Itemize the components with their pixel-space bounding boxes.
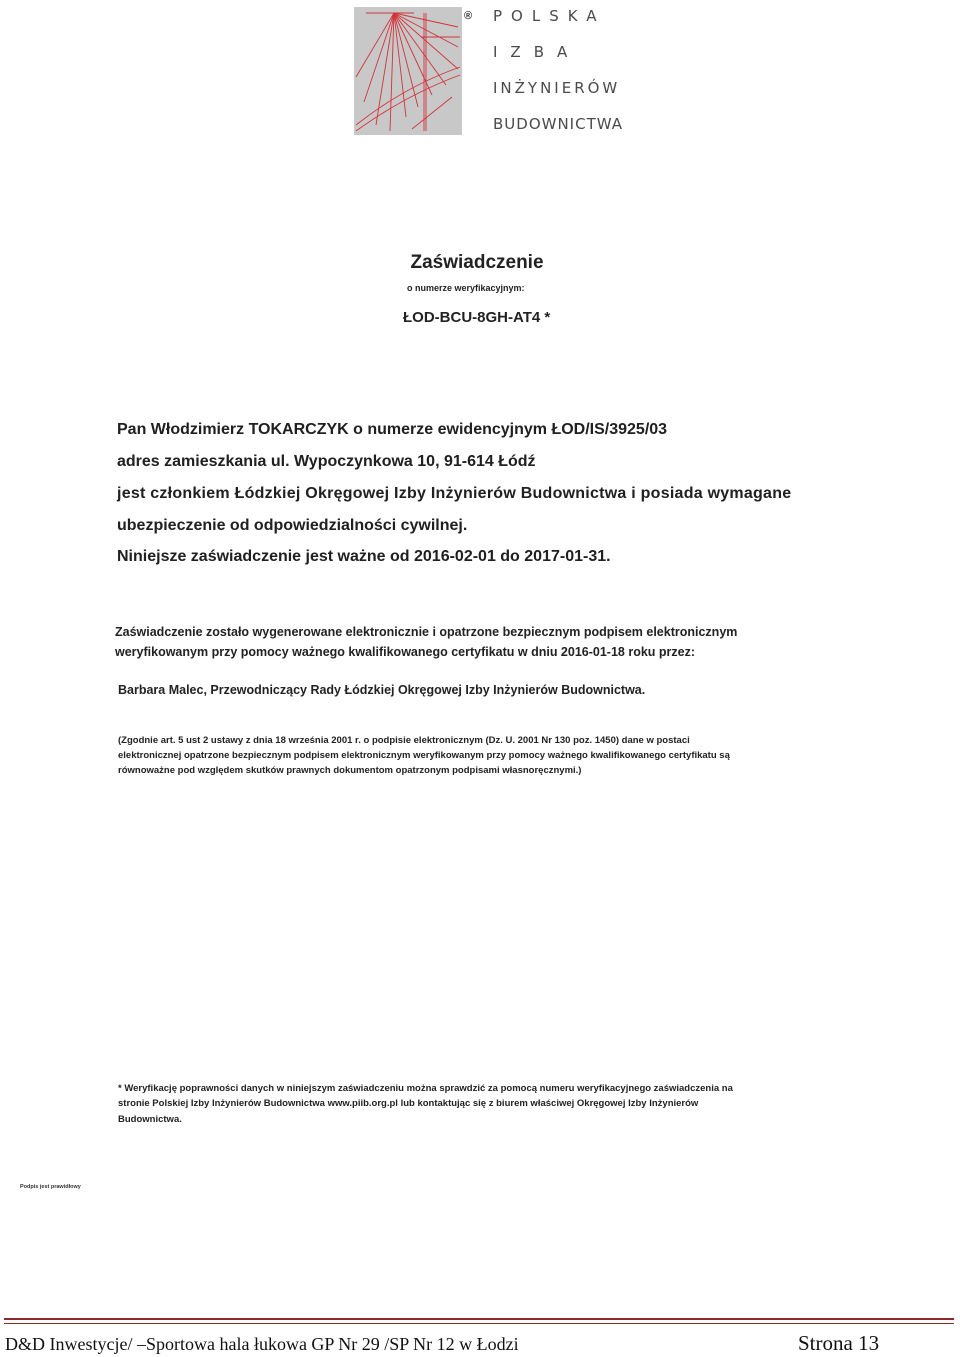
footer-page-number: Strona 13 [798,1331,880,1355]
verification-code: ŁOD-BCU-8GH-AT4 * [403,309,551,326]
footer-divider-thin [4,1323,954,1324]
footer-divider [4,1318,954,1320]
validity-line: Niniejsze zaświadczenie jest ważne od 2016-02-01 do 2017-01-31. [117,548,611,565]
piib-logo [354,7,624,135]
footnote-line-1: * Weryfikację poprawności danych w niniejszym zaświadczeniu można sprawdzić za pomocą numeru weryfikacyjnego zaświadczenia na [118,1083,733,1094]
body-line-3: jest członkiem Łódzkiej Okręgowej Izby Inżynierów Budownictwa i posiada wymagane [117,485,792,502]
signer-line: Barbara Malec, Przewodniczący Rady Łódzkiej Okręgowej Izby Inżynierów Budownictwa. [118,683,646,697]
logo-line-2: IZBA [493,43,581,61]
footnote-line-2: stronie Polskiej Izby Inżynierów Budownictwa www.piib.org.pl lub kontaktując się z biurem właściwej Okręgowej Izby Inżynierów [118,1098,699,1109]
certificate-title: Zaświadczenie [410,252,544,273]
logo-line-1: POLSKA [493,7,606,25]
logo-line-4: BUDOWNICTWA [493,115,624,133]
body-line-4: ubezpieczenie od odpowiedzialności cywilnej. [117,517,468,534]
certificate-subtitle: o numerze weryfikacyjnym: [407,283,525,293]
legal-note-line-2: elektronicznej opatrzone bezpiecznym podpisem elektronicznym weryfikowanym przy pomocy ważnego kwalifikowanego certyfikatu są [118,750,730,761]
legal-note-line-1: (Zgodnie art. 5 ust 2 ustawy z dnia 18 września 2001 r. o podpisie elektronicznym (Dz. U. 2001 Nr 130 poz. 1450) dane w postaci [118,735,690,746]
registered-mark: ® [464,10,473,22]
body-line-1: Pan Włodzimierz TOKARCZYK o numerze ewidencyjnym ŁOD/IS/3925/03 [117,421,668,438]
logo-line-3: INŻYNIERÓW [493,79,621,97]
footnote-line-3: Budownictwa. [118,1114,182,1125]
footer-document-title: D&D Inwestycje/ –Sportowa hala łukowa GP Nr 29 /SP Nr 12 w Łodzi [5,1334,519,1354]
body-line-2: adres zamieszkania ul. Wypoczynkowa 10, 91-614 Łódź [117,453,536,470]
signature-line-2: weryfikowanym przy pomocy ważnego kwalifikowanego certyfikatu w dniu 2016-01-18 roku przez: [115,645,696,659]
legal-note-line-3: równoważne pod względem skutków prawnych dokumentom opatrzonym podpisami własnoręcznymi.) [118,765,582,776]
signature-status-note: Podpis jest prawidłowy [20,1184,81,1190]
signature-line-1: Zaświadczenie zostało wygenerowane elektronicznie i opatrzone bezpiecznym podpisem elektronicznym [115,625,738,639]
logo-mark-icon [354,7,462,135]
